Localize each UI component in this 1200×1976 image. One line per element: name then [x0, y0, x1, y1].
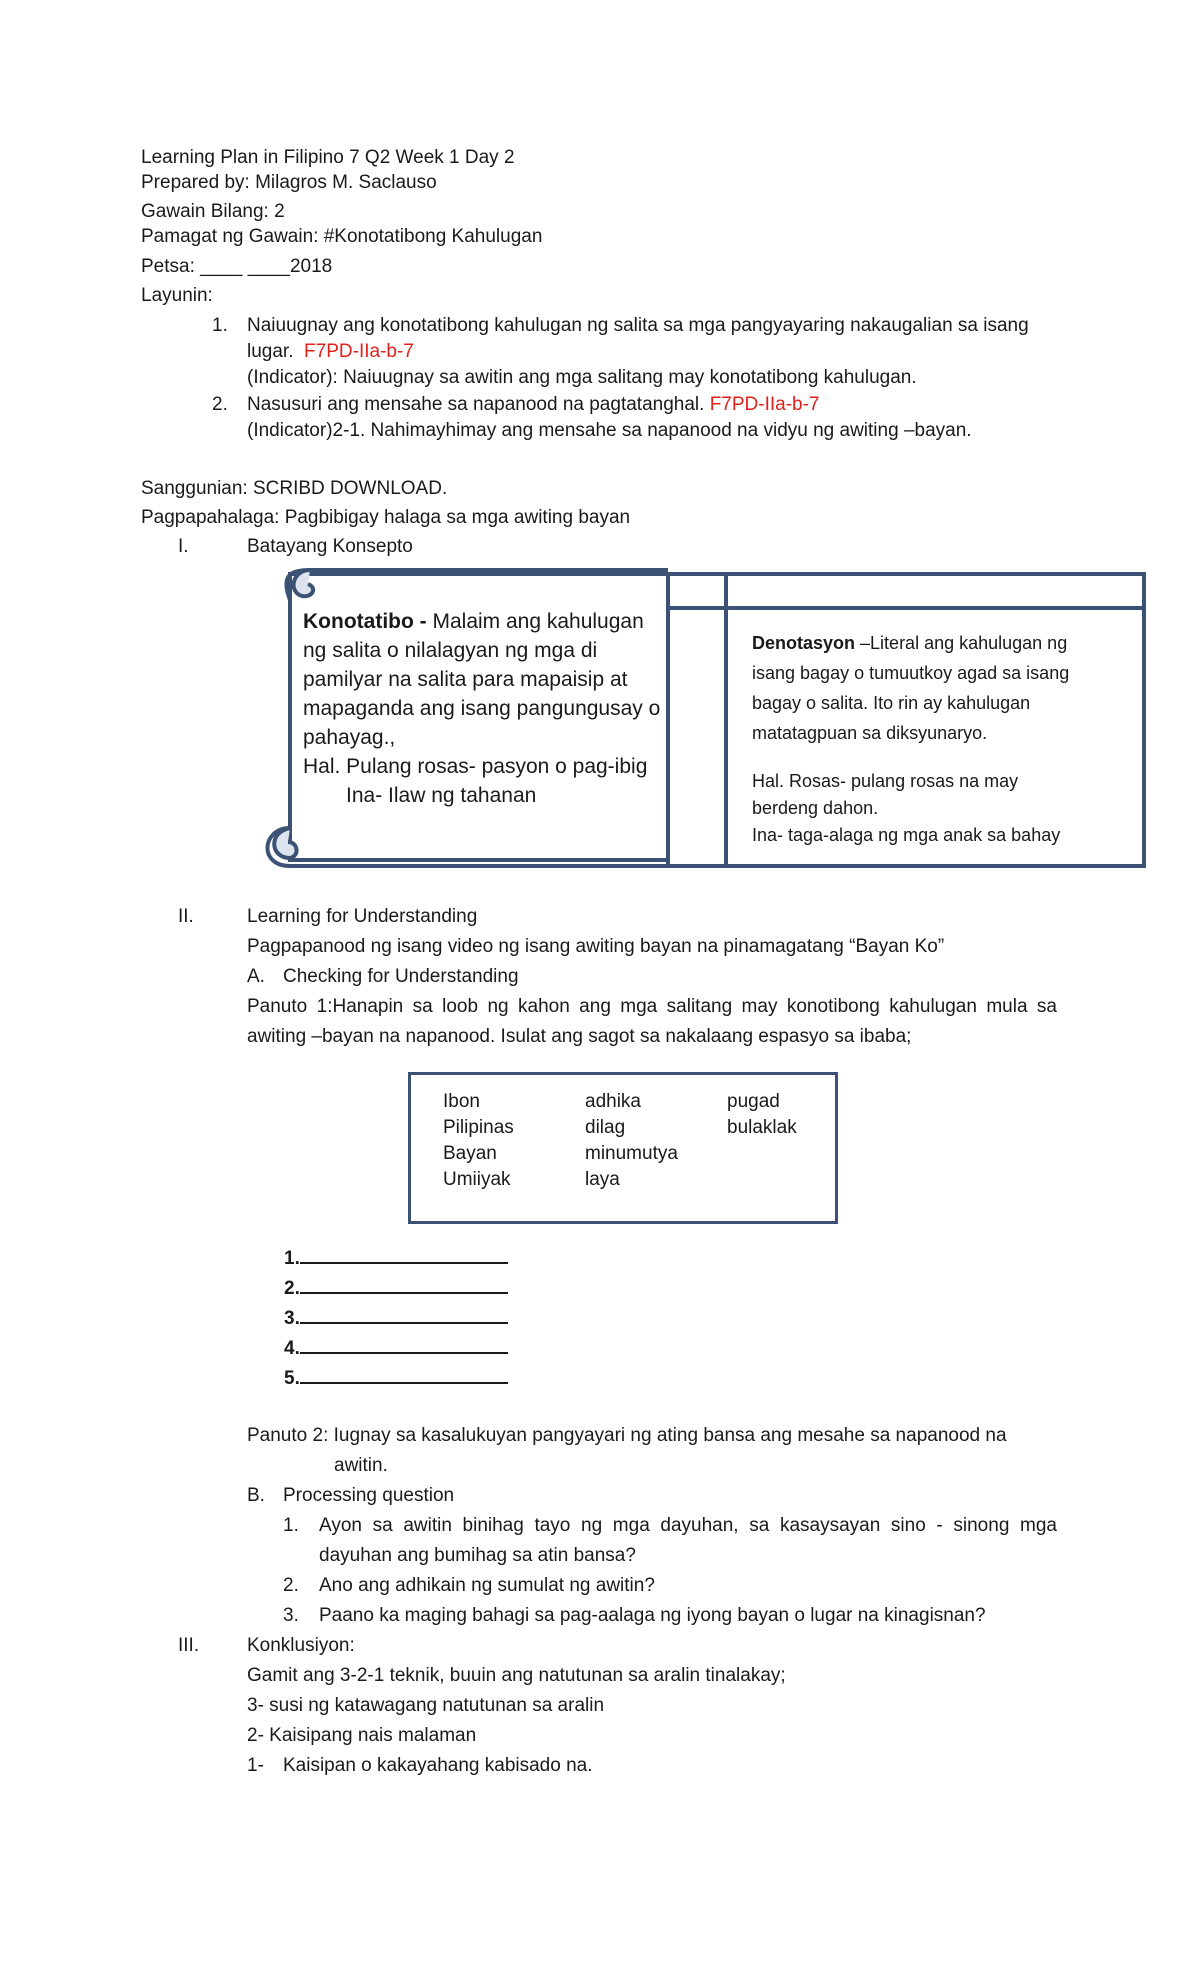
word: Pilipinas — [443, 1117, 514, 1138]
subsection-letter: B. — [247, 1485, 265, 1506]
gawain-bilang: Gawain Bilang: 2 — [141, 201, 285, 222]
denotasyon-example: berdeng dahon. — [752, 798, 879, 818]
answer-number: 5. — [284, 1368, 300, 1389]
answer-line[interactable] — [284, 1334, 508, 1361]
prepared-by: Prepared by: Milagros M. Saclauso — [141, 172, 437, 193]
panuto-2: Panuto 2: Iugnay sa kasalukuyan pangyayari ng ating bansa ang mesahe sa napanood na — [247, 1425, 1007, 1446]
denotasyon-line: bagay o salita. Ito rin ay kahulugan — [752, 693, 1031, 713]
word: adhika — [585, 1091, 641, 1112]
plan-title: Learning Plan in Filipino 7 Q2 Week 1 Day 2 — [141, 147, 515, 168]
konklusiyon-line: 2- Kaisipang nais malaman — [247, 1725, 477, 1746]
section-numeral: I. — [178, 536, 189, 557]
konklusiyon-line: Gamit ang 3-2-1 teknik, buuin ang natutunan sa aralin tinalakay; — [247, 1665, 786, 1686]
konklusiyon-line: 3- susi ng katawagang natutunan sa aralin — [247, 1695, 605, 1716]
answer-blank[interactable] — [300, 1304, 508, 1324]
word: Umiiyak — [443, 1169, 511, 1190]
section-title: Konklusiyon: — [247, 1635, 355, 1656]
section-numeral: III. — [178, 1635, 200, 1656]
denotasyon-example: Ina- taga-alaga ng mga anak sa bahay — [752, 825, 1061, 845]
konotatibo-line: pamilyar na salita para mapaisip at — [303, 668, 628, 691]
word: pugad — [727, 1091, 780, 1112]
denotasyon-definition — [752, 628, 1067, 658]
answer-line[interactable] — [284, 1244, 508, 1271]
question-text-cont: dayuhan ang bumihag sa atin bansa? — [319, 1545, 636, 1566]
panuto-1: Panuto 1:Hanapin sa loob ng kahon ang mga salitang may konotibong kahulugan mula sa — [247, 996, 1057, 1017]
objective-text-word: lugar. — [247, 341, 294, 362]
word: dilag — [585, 1117, 626, 1138]
word: Ibon — [443, 1091, 480, 1112]
answer-number: 4. — [284, 1338, 300, 1359]
answer-line[interactable] — [284, 1364, 508, 1391]
sanggunian: Sanggunian: SCRIBD DOWNLOAD. — [141, 478, 448, 499]
answer-blank[interactable] — [300, 1274, 508, 1294]
word: Bayan — [443, 1143, 497, 1164]
objective-text-main: Nasusuri ang mensahe sa napanood na pagtatanghal. — [247, 394, 705, 415]
subsection-title: Processing question — [283, 1485, 455, 1506]
panuto-2-cont: awitin. — [334, 1455, 388, 1476]
question-text: Paano ka maging bahagi sa pag-aalaga ng iyong bayan o lugar na kinagisnan? — [319, 1605, 986, 1626]
konotatibo-definition — [303, 607, 644, 636]
konklusiyon-number: 1- — [247, 1755, 264, 1776]
denotasyon-term: Denotasyon — [752, 633, 856, 653]
answer-blank[interactable] — [300, 1334, 508, 1354]
objective-indicator: (Indicator)2-1. Nahimayhimay ang mensahe sa napanood na vidyu ng awiting –bayan. — [247, 420, 972, 441]
subsection-letter: A. — [247, 966, 265, 987]
denotasyon-line: matatagpuan sa diksyunaryo. — [752, 723, 988, 743]
section-numeral: II. — [178, 906, 194, 927]
konotatibo-example: Hal. Pulang rosas- pasyon o pag-ibig — [303, 755, 648, 778]
konklusiyon-line: Kaisipan o kakayahang kabisado na. — [283, 1755, 593, 1776]
denotasyon-example: Hal. Rosas- pulang rosas na may — [752, 771, 1019, 791]
word: minumutya — [585, 1143, 678, 1164]
subsection-title: Checking for Understanding — [283, 966, 519, 987]
panuto-1-cont: awiting –bayan na napanood. Isulat ang sagot sa nakalaang espasyo sa ibaba; — [247, 1026, 912, 1047]
objective-text: Naiuugnay ang konotatibong kahulugan ng salita sa mga pangyayaring nakaugalian sa isang — [247, 315, 1029, 336]
objective-number: 1. — [212, 315, 228, 336]
konotatibo-line: pahayag., — [303, 726, 396, 749]
word-column — [443, 1089, 514, 1193]
word-column — [585, 1089, 678, 1193]
word-column — [727, 1089, 797, 1141]
answer-number: 1. — [284, 1248, 300, 1269]
konotatibo-example: Ina- Ilaw ng tahanan — [346, 784, 537, 807]
denotasyon-def-start: –Literal ang kahulugan ng — [855, 633, 1068, 653]
answer-line[interactable] — [284, 1274, 508, 1301]
competency-code: F7PD-IIa-b-7 — [709, 394, 820, 415]
konotatibo-term: Konotatibo - — [303, 610, 427, 633]
konotatibo-def-start: Malaim ang kahulugan — [426, 610, 644, 633]
denotasyon-line: isang bagay o tumuutkoy agad sa isang — [752, 663, 1070, 683]
word-box — [408, 1072, 838, 1224]
question-number: 3. — [283, 1605, 299, 1626]
competency-code: F7PD-IIa-b-7 — [304, 341, 414, 362]
question-number: 2. — [283, 1575, 299, 1596]
section-intro: Pagpapanood ng isang video ng isang awiting bayan na pinamagatang “Bayan Ko” — [247, 936, 945, 957]
answer-blank[interactable] — [300, 1364, 508, 1384]
pamagat-ng-gawain: Pamagat ng Gawain: #Konotatibong Kahulugan — [141, 226, 543, 247]
question-text: Ayon sa awitin binihag tayo ng mga dayuhan, sa kasaysayan sino - sinong mga — [319, 1515, 1057, 1536]
section-title: Learning for Understanding — [247, 906, 478, 927]
answer-number: 3. — [284, 1308, 300, 1329]
konotatibo-line: mapaganda ang isang pangungusay o — [303, 697, 661, 720]
question-number: 1. — [283, 1515, 299, 1536]
answer-blank[interactable] — [300, 1244, 508, 1264]
question-text: Ano ang adhikain ng sumulat ng awitin? — [319, 1575, 655, 1596]
objective-indicator: (Indicator): Naiuugnay sa awitin ang mga salitang may konotatibong kahulugan. — [247, 367, 917, 388]
word: bulaklak — [727, 1117, 797, 1138]
konotatibo-line: ng salita o nilalagyan ng mga di — [303, 639, 598, 662]
answer-line[interactable] — [284, 1304, 508, 1331]
word: laya — [585, 1169, 620, 1190]
petsa: Petsa: ____ ____2018 — [141, 256, 333, 277]
pagpapahalaga: Pagpapahalaga: Pagbibigay halaga sa mga awiting bayan — [141, 507, 631, 528]
objective-number: 2. — [212, 394, 228, 415]
answer-number: 2. — [284, 1278, 300, 1299]
section-title: Batayang Konsepto — [247, 536, 413, 557]
layunin-label: Layunin: — [141, 285, 213, 306]
